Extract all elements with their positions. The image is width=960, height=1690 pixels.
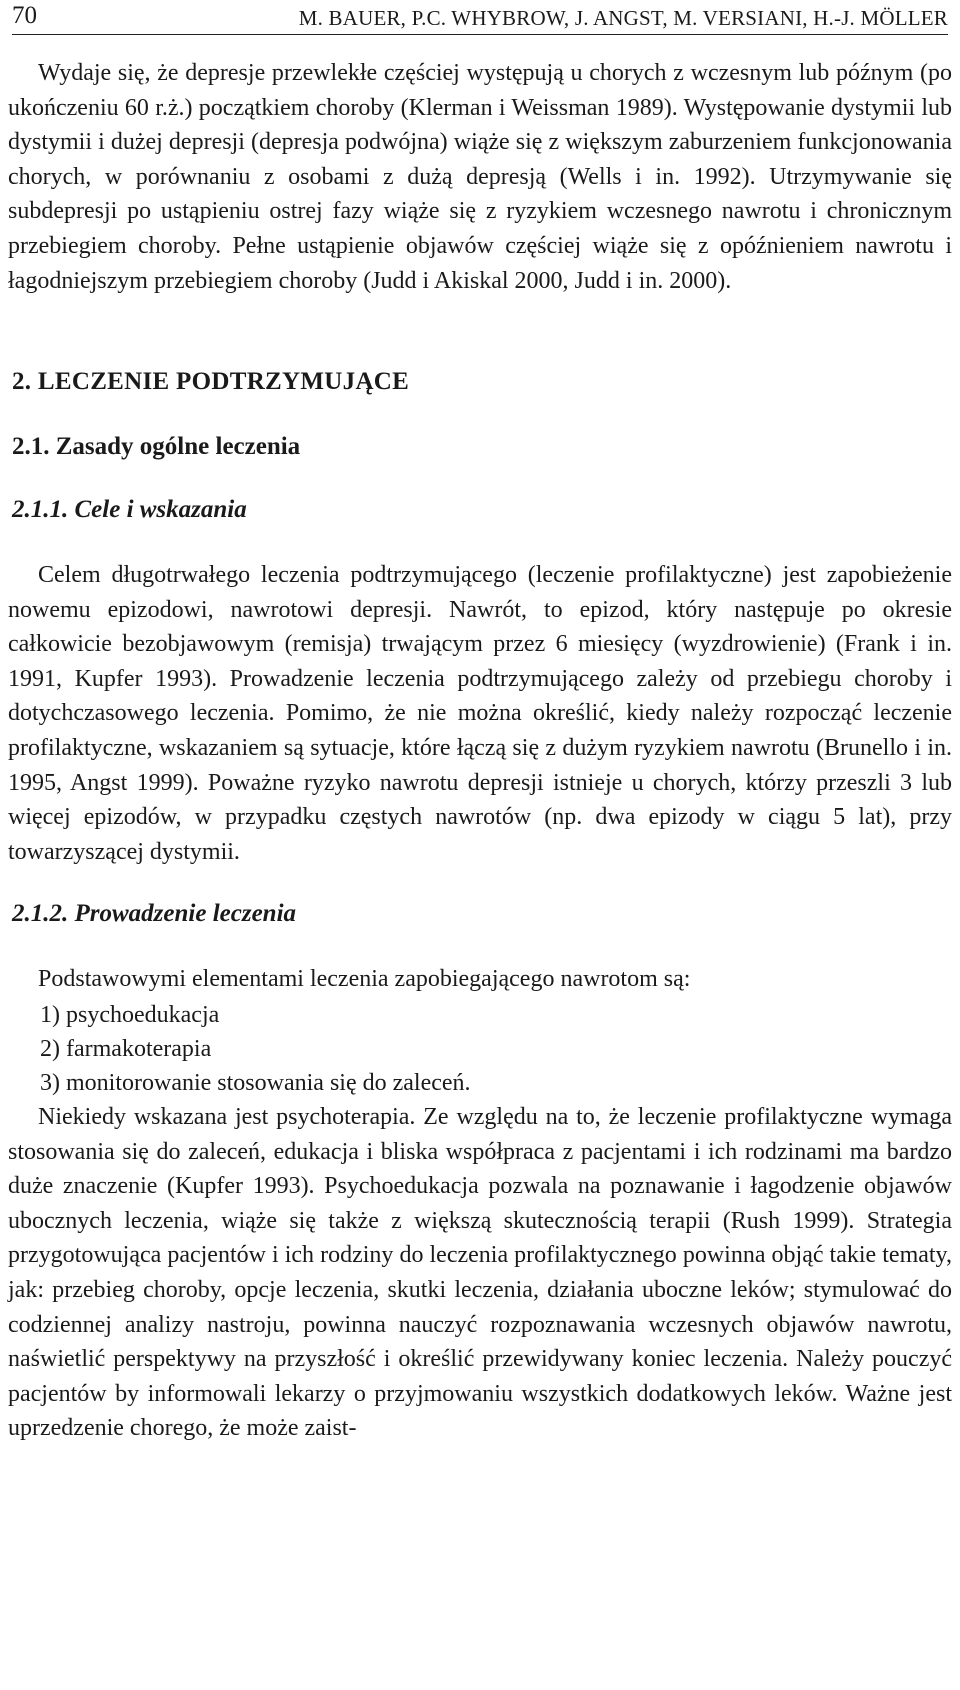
- subsection-heading: 2.1. Zasady ogólne leczenia: [12, 433, 301, 460]
- paragraph-cele: Celem długotrwałego leczenia podtrzymującego (leczenie profilaktyczne) jest zapobieżenie nowemu epizodowi, nawrotowi depresji. Nawrót, to epizod, który następuje po okresie całkowicie bezobjawowym (remisja) trwającym przez 6 miesięcy (wyzdrowienie) (Frank i in. 1991, Kupfer 1993). Prowadzenie leczenia podtrzymującego zależy od przebiegu choroby i dotychczasowego leczenia. Pomimo, że nie można określić, kiedy należy rozpocząć leczenie profilaktyczne, wskazaniem są sytuacje, które łączą się z dużym ryzykiem nawrotu (Brunello i in. 1995, Angst 1999). Poważne ryzyko nawrotu depresji istnieje u chorych, którzy przeszli 3 lub więcej epizodów, w przypadku częstych nawrotów (np. dwa epizody w ciągu 5 lat), przy towarzyszącej dystymii.: [8, 562, 952, 865]
- list-item: 2) farmakoterapia: [40, 1036, 212, 1062]
- subsubsection-heading-cele: 2.1.1. Cele i wskazania: [12, 496, 247, 523]
- running-head: [12, 0, 948, 35]
- paragraph-prowadzenie-lead: Podstawowymi elementami leczenia zapobiegającego nawrotom są:: [38, 966, 691, 992]
- paragraph-prowadzenie-body: Niekiedy wskazana jest psychoterapia. Ze względu na to, że leczenie profilaktyczne wymaga stosowania się do zaleceń, edukacja i bliska współpraca z pacjentami i ich rodzinami ma bardzo duże znaczenie (Kupfer 1993). Psychoedukacja pozwala na poznawanie i łagodzenie objawów ubocznych leczenia, wiąże się także z większą skutecznością terapii (Rush 1999). Strategia przygotowująca pacjentów i ich rodziny do leczenia profilaktycznego powinna objąć takie tematy, jak: przebieg choroby, opcje leczenia, skutki leczenia, działania uboczne leków; stymulować do codziennej analizy nastroju, powinna nauczyć rozpoznawania wczesnych objawów nawrotu, naświetlić perspektywy na przyszłość i określić przewidywany koniec leczenia. Należy pouczyć pacjentów by informowali lekarzy o przyjmowaniu wszystkich dodatkowych leków. Ważne jest uprzedzenie chorego, że może zaist-: [8, 1104, 952, 1442]
- paragraph-intro: Wydaje się, że depresje przewlekłe częściej występują u chorych z wczesnym lub późnym (po ukończeniu 60 r.ż.) początkiem choroby (Klerman i Weissman 1989). Występowanie dystymii lub dystymii i dużej depresji (depresja podwójna) wiąże się z większym zaburzeniem funkcjonowania chorych, w porównaniu z osobami z dużą depresją (Wells i in. 1992). Utrzymywanie się subdepresji po ustąpieniu ostrej fazy wiąże się z ryzykiem wczesnego nawrotu i chronicznym przebiegiem choroby. Pełne ustąpienie objawów częściej wiąże się z opóźnieniem nawrotu i łagodniejszym przebiegiem choroby (Judd i Akiskal 2000, Judd i in. 2000).: [8, 60, 952, 294]
- running-head-authors: M. BAUER, P.C. WHYBROW, J. ANGST, M. VERSIANI, H.-J. MÖLLER: [298, 6, 948, 30]
- page-number: 70: [12, 2, 37, 29]
- list-item: 3) monitorowanie stosowania się do zaleceń.: [40, 1070, 471, 1096]
- list-item: 1) psychoedukacja: [40, 1002, 220, 1028]
- section-heading: 2. LECZENIE PODTRZYMUJĄCE: [12, 368, 410, 395]
- subsubsection-heading-prowadzenie: 2.1.2. Prowadzenie leczenia: [12, 900, 297, 927]
